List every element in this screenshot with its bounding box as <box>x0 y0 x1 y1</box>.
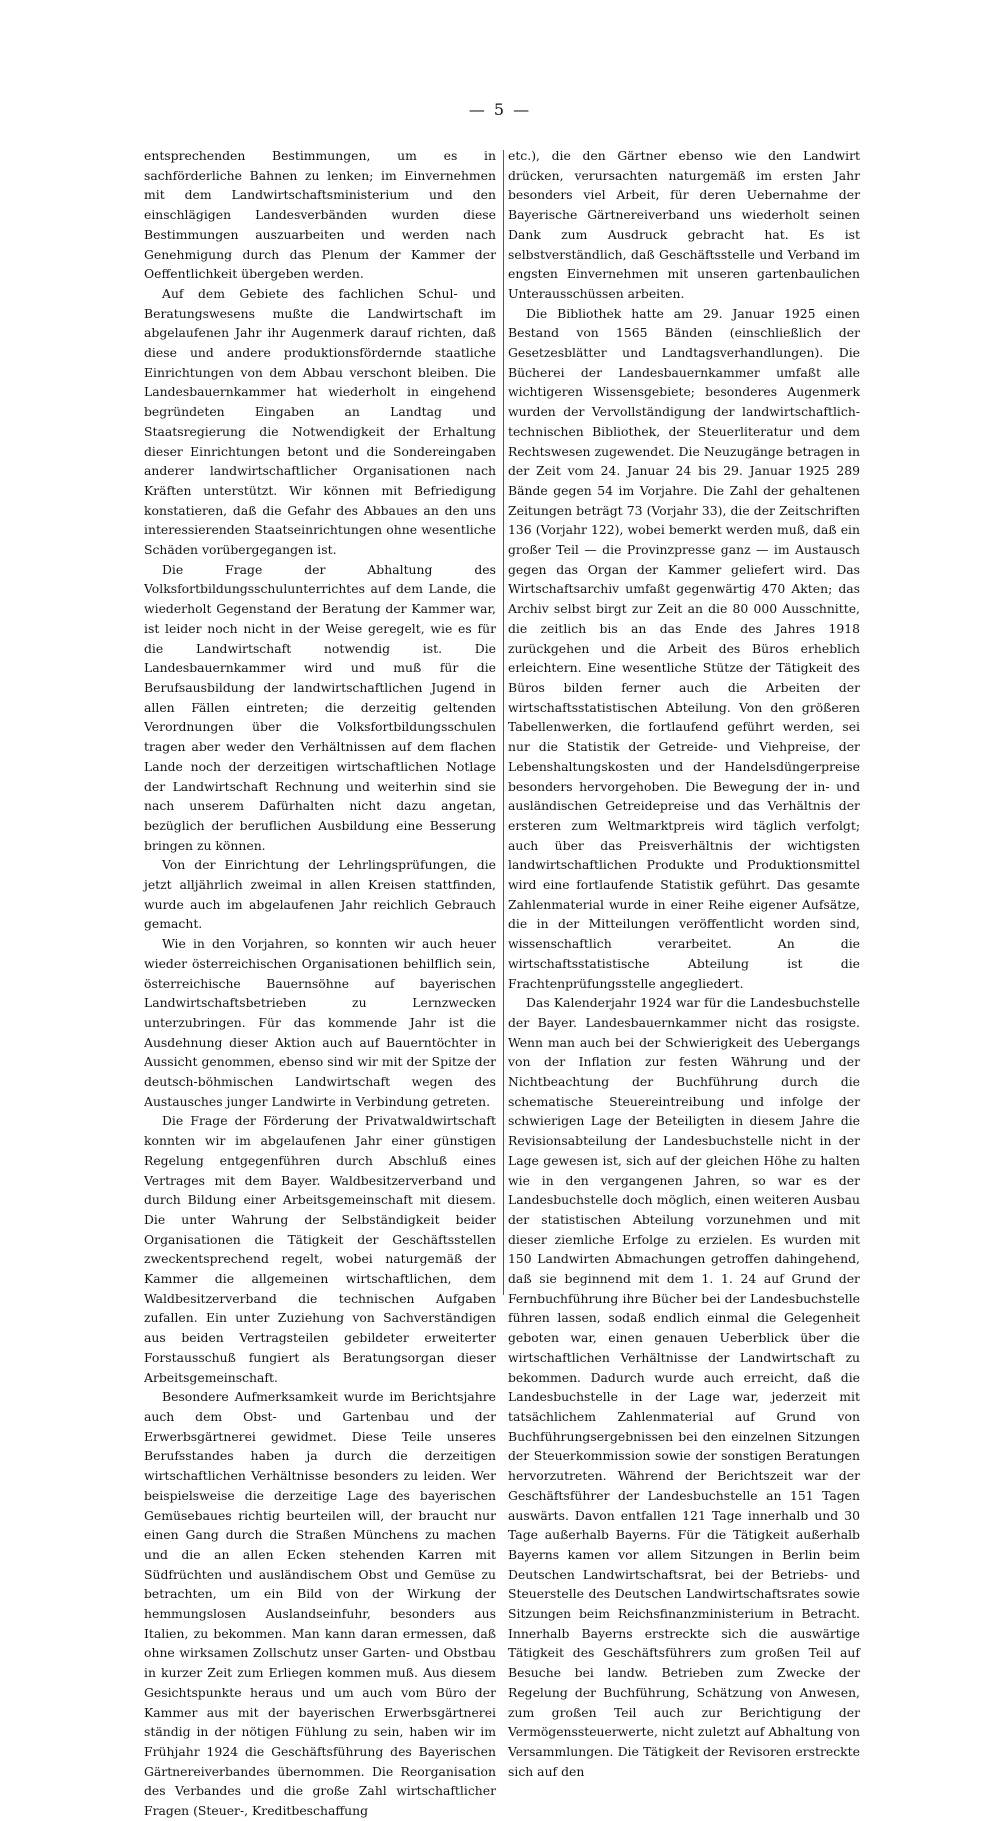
paragraph-left-1: entsprechenden Bestimmungen, um es in sachförderliche Bahnen zu lenken; im Einvernehmen mit dem Landwirtschaftsministerium und den einschlägigen Landesverbänden wurden diese Bestimmungen auszuarbeiten und werden nach Genehmigung durch das Plenum der Kammer der Oeffentlichkeit übergeben werden. <box>144 148 496 282</box>
paragraph-left-2: Auf dem Gebiete des fachlichen Schul- und Beratungswesens mußte die Landwirtschaft im abgelaufenen Jahr ihr Augenmerk darauf richten, daß diese und andere produktionsfördernde staatliche Einrichtungen von dem Abbau verschont bleiben. Die Landesbauernkammer hat wiederholt in eingehend begründeten Eingaben an Landtag und Staatsregierung die Notwendigkeit der Erhaltung dieser Einrichtungen betont und die Sondereingaben anderer landwirtschaftlicher Organisationen nach Kräften unterstützt. Wir können mit Befriedigung konstatieren, daß die Gefahr des Abbaues an den uns interessierenden Staatseinrichtungen ohne wesentliche Schäden vorübergegangen ist. <box>144 285 496 558</box>
paragraph-left-6: Die Frage der Förderung der Privatwaldwirtschaft konnten wir im abgelaufenen Jahr einer günstigen Regelung entgegenführen durch Abschluß eines Vertrages mit dem Bayer. Waldbesitzerverband und durch Bildung einer Arbeitsgemeinschaft mit diesem. Die unter Wahrung der Selbständigkeit beider Organisationen die Tätigkeit der Geschäftsstellen zweckentsprechend regelt, wobei naturgemäß der Kammer die allgemeinen wirtschaftlichen, dem Waldbesitzerverband die technischen Aufgaben zufallen. Ein unter Zuziehung von Sachverständigen aus beiden Vertragsteilen gebildeter erweiterter Forstausschuß fungiert als Beratungsorgan dieser Arbeitsgemeinschaft. <box>144 1113 496 1385</box>
paragraph-left-4: Von der Einrichtung der Lehrlingsprüfungen, die jetzt alljährlich zweimal in allen Kreisen stattfinden, wurde auch im abgelaufenen Jahr reichlich Gebrauch gemacht. <box>144 857 496 932</box>
paragraph-left-3: Die Frage der Abhaltung des Volksfortbildungsschulunterrichtes auf dem Lande, die wiederholt Gegenstand der Beratung der Kammer war, ist leider noch nicht in der Weise geregelt, wie es für die Landwirtschaft notwendig ist. Die Landesbauernkammer wird und muß für die Berufsausbildung der landwirtschaftlichen Jugend in allen Fällen eintreten; die derzeitig geltenden Verordnungen über die Volksfortbildungsschulen tragen aber weder den Verhältnissen auf dem flachen Lande noch der derzeitigen wirtschaftlichen Notlage der Landwirtschaft Rechnung und weiterhin sind sie nach unserem Dafürhalten nicht dazu angetan, bezüglich der beruflichen Ausbildung eine Besserung bringen zu können. <box>144 561 496 853</box>
paragraph-right-2: Die Bibliothek hatte am 29. Januar 1925 einen Bestand von 1565 Bänden (einschließlich der Gesetzesblätter und Landtagsverhandlungen). Die Bücherei der Landesbauernkammer umfaßt alle wichtigeren Wissensgebiete; besonderes Augenmerk wurden der Vervollständigung der landwirtschaftlich-technischen Bibliothek, der Steuerliteratur und dem Rechtswesen zugewendet. Die Neuzugänge betragen in der Zeit vom 24. Januar 24 bis 29. Januar 1925 289 Bände gegen 54 im Vorjahre. Die Zahl der gehaltenen Zeitungen beträgt 73 (Vorjahr 33), die der Zeitschriften 136 (Vorjahr 122), wobei bemerkt werden muß, daß ein großer Teil — die Provinzpresse ganz — im Austausch gegen das Organ der Kammer geliefert wird. Das Wirtschaftsarchiv umfaßt gegenwärtig 470 Akten; das Archiv selbst birgt zur Zeit an die 80 000 Ausschnitte, die zeitlich bis an das Ende des Jahres 1918 zurückgehen und die Arbeit des Büros erheblich erleichtern. Eine wesentliche Stütze der Tätigkeit des Büros bilden ferner auch die Arbeiten der wirtschaftsstatistischen Abteilung. Von den größeren Tabellenwerken, die fortlaufend geführt werden, sei nur die Statistik der Getreide- und Viehpreise, der Lebenshaltungskosten und der Handelsdüngerpreise besonders hervorgehoben. Die Bewegung der in- und ausländischen Getreidepreise und das Verhältnis der ersteren zum Weltmarktpreis wird täglich verfolgt; auch über das Preisverhältnis der wichtigsten landwirtschaftlichen Produkte und Produktionsmittel wird eine fortlaufende Statistik geführt. Das gesamte Zahlenmaterial wurde in einer Reihe eigener Aufsätze, die in der Mitteilungen veröffentlicht worden sind, wissenschaftlich verarbeitet. An die wirtschaftsstatistische Abteilung ist die Frachtenprüfungsstelle angegliedert. <box>508 305 860 991</box>
paragraph-left-7: Besondere Aufmerksamkeit wurde im Berichtsjahre auch dem Obst- und Gartenbau und der Erwerbsgärtnerei gewidmet. Diese Teile unseres Berufsstandes haben ja durch die derzeitigen wirtschaftlichen Verhältnisse besonders zu leiden. Wer beispielsweise die derzeitige Lage des bayerischen Gemüsebaues richtig beurteilen will, der braucht nur einen Gang durch die Straßen Münchens zu machen und die an allen Ecken stehenden Karren mit Südfrüchten und ausländischem Obst und Gemüse zu betrachten, um ein Bild von der Wirkung der hemmungslosen Auslandseinfuhr, besonders aus Italien, zu bekommen. Man kann daran ermessen, daß ohne wirksamen Zollschutz unser Garten- und Obstbau in kurzer Zeit zum Erliegen kommen muß. Aus diesem Gesichtspunkte heraus und um auch vom Büro der Kammer aus mit der bayerischen Erwerbsgärtnerei ständig in der nötigen Fühlung zu sein, haben wir im Frühjahr 1924 die Geschäftsführung des Bayerischen Gärtnereiverbandes übernommen. Die Reorganisation des Verbandes und die große Zahl wirtschaftlicher Fragen (Steuer-, Kreditbeschaffung <box>144 1389 496 1819</box>
page-number: — 5 — <box>468 100 532 119</box>
column-divider <box>503 150 504 1295</box>
paragraph-left-5: Wie in den Vorjahren, so konnten wir auch heuer wieder österreichischen Organisationen behilflich sein, österreichische Bauernsöhne auf bayerischen Landwirtschaftsbetrieben zu Lernzwecken unterzubringen. Für das kommende Jahr ist die Ausdehnung dieser Aktion auch auf Bauerntöchter in Aussicht genommen, ebenso sind wir mit der Spitze der deutsch-böhmischen Landwirtschaft wegen des Austausches junger Landwirte in Verbindung getreten. <box>144 936 496 1109</box>
left-column <box>144 146 496 1821</box>
paragraph-right-1: etc.), die den Gärtner ebenso wie den Landwirt drücken, verursachten naturgemäß im ersten Jahr besonders viel Arbeit, für deren Uebernahme der Bayerische Gärtnereiverband uns wiederholt seinen Dank zum Ausdruck gebracht hat. Es ist selbstverständlich, daß Geschäftsstelle und Verband im engsten Einvernehmen mit unseren gartenbaulichen Unterausschüssen arbeiten. <box>508 148 860 301</box>
right-column <box>508 146 860 1781</box>
paragraph-right-3: Das Kalenderjahr 1924 war für die Landesbuchstelle der Bayer. Landesbauernkammer nicht das rosigste. Wenn man auch bei der Schwierigkeit des Uebergangs von der Inflation zur festen Währung und der Nichtbeachtung der Buchführung durch die schematische Steuereintreibung und infolge der schwierigen Lage der Beteiligten in diesem Jahre die Revisionsabteilung der Landesbuchstelle nicht in der Lage gewesen ist, sich auf der gleichen Höhe zu halten wie in den vergangenen Jahren, so war es der Landesbuchstelle doch möglich, einen weiteren Ausbau der statistischen Abteilung vorzunehmen und mit dieser ziemliche Erfolge zu erzielen. Es wurden mit 150 Landwirten Abmachungen getroffen dahingehend, daß sie beginnend mit dem 1. 1. 24 auf Grund der Fernbuchführung ihre Bücher bei der Landesbuchstelle führen lassen, sodaß endlich einmal die Gelegenheit geboten war, einen genauen Ueberblick über die wirtschaftlichen Verhältnisse der Landwirtschaft zu bekommen. Dadurch wurde auch erreicht, daß die Landesbuchstelle in der Lage war, jederzeit mit tatsächlichem Zahlenmaterial auf Grund von Buchführungsergebnissen bei den einzelnen Sitzungen der Steuerkommission sowie der sonstigen Beratungen hervorzutreten. Während der Berichtszeit war der Geschäftsführer der Landesbuchstelle an 151 Tagen auswärts. Davon entfallen 121 Tage innerhalb und 30 Tage außerhalb Bayerns. Für die Tätigkeit außerhalb Bayerns kamen vor allem Sitzungen in Berlin beim Deutschen Landwirtschaftsrat, bei der Betriebs- und Steuerstelle des Deutschen Landwirtschaftsrates sowie Sitzungen beim Reichsfinanzministerium in Betracht. Innerhalb Bayerns erstreckte sich die auswärtige Tätigkeit des Geschäftsführers zum großen Teil auf Besuche bei landw. Betrieben zum Zwecke der Regelung der Buchführung, Schätzung von Anwesen, zum großen Teil auch zur Berichtigung der Vermögenssteuerwerte, nicht zuletzt auf Abhaltung von Versammlungen. Die Tätigkeit der Revisoren erstreckte sich auf den <box>508 995 860 1779</box>
